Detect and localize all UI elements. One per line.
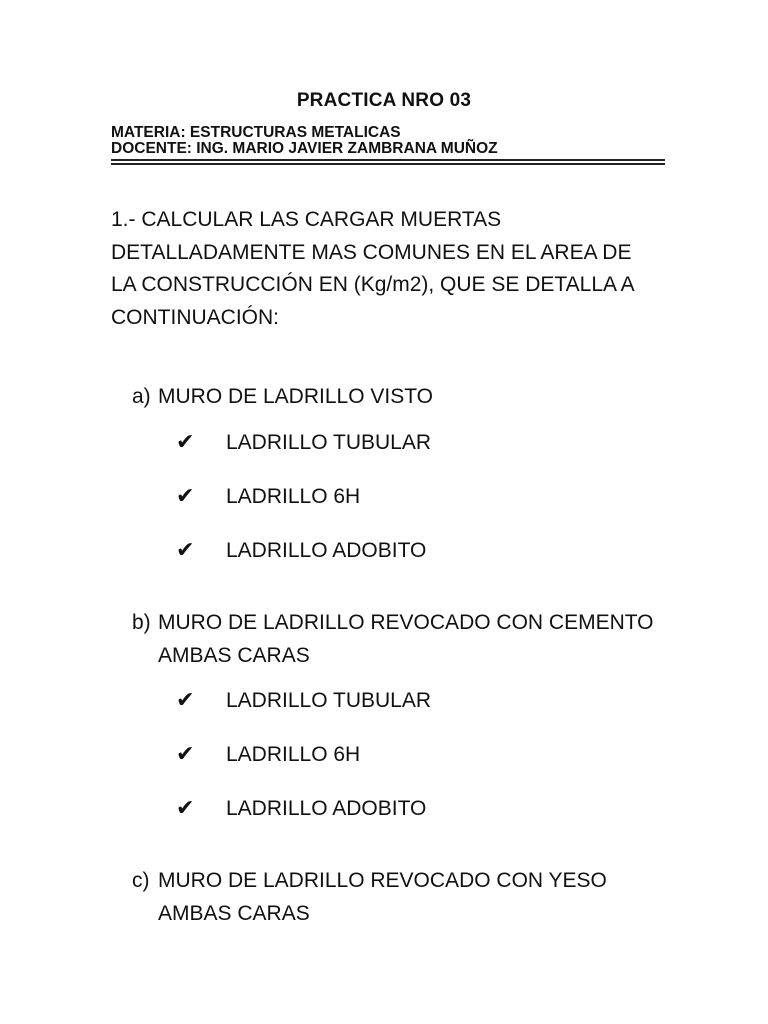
item-heading: MURO DE LADRILLO VISTO xyxy=(158,385,434,408)
subject-line: MATERIA: ESTRUCTURAS METALICAS xyxy=(111,124,401,141)
question-line: LA CONSTRUCCIÓN EN (Kg/m2), QUE SE DETALLA A xyxy=(111,273,635,296)
teacher-line: DOCENTE: ING. MARIO JAVIER ZAMBRANA MUÑOZ xyxy=(111,140,498,157)
check-icon: ✔ xyxy=(176,687,195,712)
check-icon: ✔ xyxy=(176,429,195,454)
header-divider-top xyxy=(111,159,665,161)
subitem-label: LADRILLO 6H xyxy=(226,743,361,766)
check-icon: ✔ xyxy=(176,537,195,562)
item-marker: a) xyxy=(132,385,151,408)
check-icon: ✔ xyxy=(176,483,195,508)
item-heading: MURO DE LADRILLO REVOCADO CON YESO xyxy=(158,869,607,892)
subitem-label: LADRILLO ADOBITO xyxy=(226,797,427,820)
item-heading: MURO DE LADRILLO REVOCADO CON CEMENTO xyxy=(158,611,654,634)
item-heading-continued: AMBAS CARAS xyxy=(158,643,310,667)
question-line: CONTINUACIÓN: xyxy=(111,305,279,329)
item-marker: b) xyxy=(132,611,151,634)
header-divider-bottom xyxy=(111,163,665,165)
subitem-label: LADRILLO TUBULAR xyxy=(226,431,432,454)
check-icon: ✔ xyxy=(176,741,195,766)
question-statement xyxy=(111,204,671,334)
check-icon: ✔ xyxy=(176,795,195,820)
item-marker: c) xyxy=(132,869,150,892)
page-title: PRACTICA NRO 03 xyxy=(296,90,472,111)
question-line: 1.- CALCULAR LAS CARGAR MUERTAS xyxy=(111,208,502,231)
subitem-label: LADRILLO ADOBITO xyxy=(226,539,427,562)
question-line: DETALLADAMENTE MAS COMUNES EN EL AREA DE xyxy=(111,240,632,264)
subitem-label: LADRILLO 6H xyxy=(226,485,361,508)
item-heading-continued: AMBAS CARAS xyxy=(158,901,310,925)
subitem-label: LADRILLO TUBULAR xyxy=(226,689,432,712)
